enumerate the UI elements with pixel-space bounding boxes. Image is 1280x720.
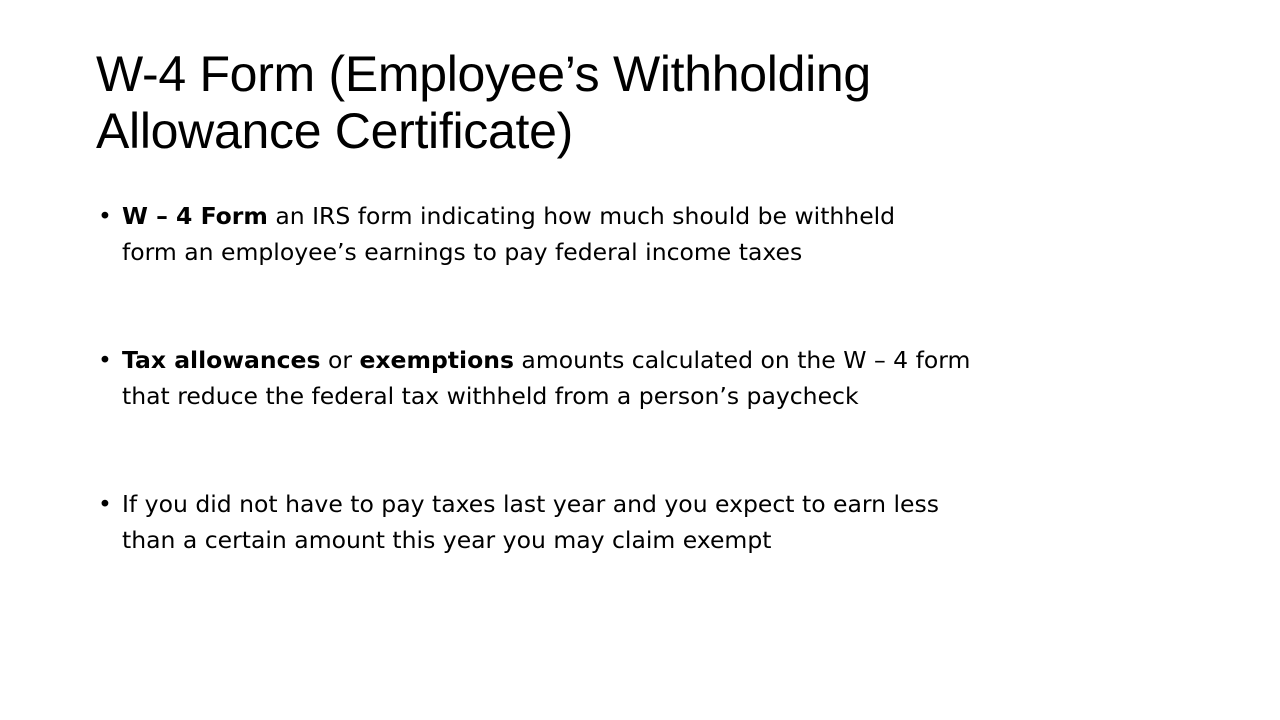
bullet-claim-exempt bbox=[98, 486, 1218, 558]
slide-title-line-1: W-4 Form (Employee’s Withholding bbox=[96, 46, 871, 102]
slide-title bbox=[96, 46, 1196, 160]
bullet-line bbox=[122, 198, 1218, 234]
definition-text: an IRS form indicating how much should be withheld bbox=[267, 202, 896, 230]
bullet-line: form an employee’s earnings to pay federal income taxes bbox=[122, 238, 803, 266]
term-tax-allowances: Tax allowances bbox=[122, 346, 321, 374]
bullet-line: • If you did not have to pay taxes last year and you expect to earn less bbox=[122, 490, 939, 518]
bullet-line bbox=[122, 342, 1218, 378]
connector-text: or bbox=[320, 346, 360, 374]
definition-text: amounts calculated on the W – 4 form bbox=[513, 346, 971, 374]
bullet-list bbox=[98, 198, 1218, 630]
term-w4-form: W – 4 Form bbox=[122, 202, 268, 230]
slide-title-line-2: Allowance Certificate) bbox=[96, 103, 573, 159]
bullet-line: that reduce the federal tax withheld from a person’s paycheck bbox=[122, 382, 859, 410]
bullet-line: than a certain amount this year you may claim exempt bbox=[122, 526, 772, 554]
bullet-tax-allowances bbox=[98, 342, 1218, 414]
bullet-w4-form bbox=[98, 198, 1218, 270]
term-exemptions: exemptions bbox=[359, 346, 514, 374]
